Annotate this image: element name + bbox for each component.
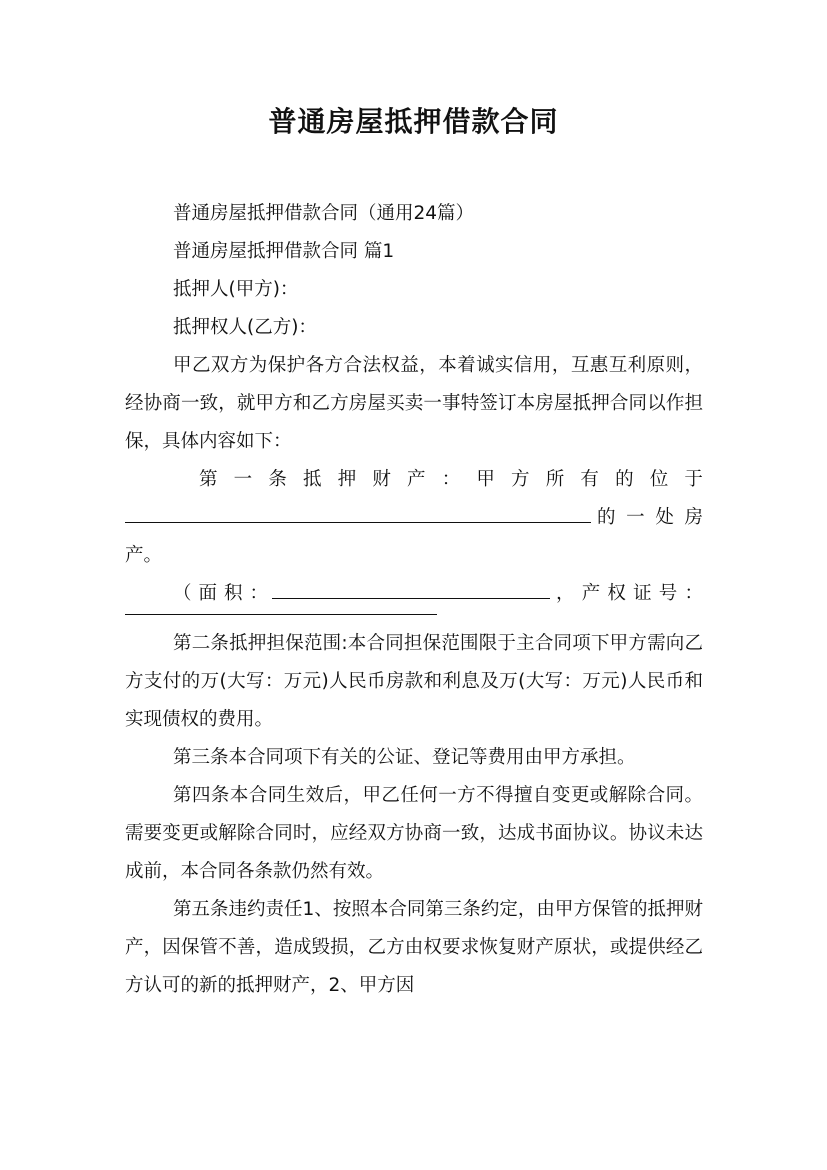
- article-1-end: 产。: [125, 545, 163, 566]
- article-3: 第三条本合同项下有关的公证、登记等费用由甲方承担。: [173, 747, 636, 768]
- area-label-char: 积: [223, 583, 243, 604]
- article-1-char: 抵: [303, 469, 322, 490]
- document-body: [125, 195, 703, 1005]
- article-1-char: 第: [199, 469, 218, 490]
- certificate-label-char: ：: [684, 583, 703, 604]
- article-1-char: 位: [649, 469, 669, 490]
- heading-collection: 普通房屋抵押借款合同（通用24篇）: [173, 203, 475, 224]
- article-1-line-2: [125, 499, 703, 537]
- certificate-label-char: 权: [607, 583, 626, 604]
- article-5: 第五条违约责任1、按照本合同第三条约定，由甲方保管的抵押财产，因保管不善，造成毁损，乙方由权要求恢复财产原状，或提供经乙方认可的新的抵押财产，2、甲方因: [125, 899, 703, 996]
- article-1-char: 条: [268, 469, 287, 490]
- property-location-blank: [125, 521, 591, 523]
- certificate-label-char: 产: [581, 583, 601, 604]
- article-1-after-char: 房: [684, 507, 703, 528]
- area-label-char: ：: [249, 583, 268, 604]
- article-4: 第四条本合同生效后，甲乙任何一方不得擅自变更或解除合同。需要变更或解除合同时，应经双方协商一致，达成书面协议。协议未达成前，本合同各条款仍然有效。: [125, 785, 703, 882]
- heading-part-1: 普通房屋抵押借款合同 篇1: [173, 241, 395, 262]
- certificate-number-blank: [125, 613, 437, 615]
- article-1-char: 方: [511, 469, 530, 490]
- certificate-label-char: ，: [556, 583, 575, 604]
- article-1-char: 甲: [476, 469, 495, 490]
- article-1-char: 押: [337, 469, 357, 490]
- article-1-char: 所: [545, 469, 565, 490]
- article-1-char: 的: [615, 469, 634, 490]
- article-1-after-char: 一: [626, 507, 645, 528]
- article-1-after-blank: [591, 499, 703, 537]
- article-1-after-char: 处: [655, 507, 674, 528]
- article-1-char: 有: [580, 469, 599, 490]
- article-2: 第二条抵押担保范围:本合同担保范围限于主合同项下甲方需向乙方支付的万(大写：万元)人民币房款和利息及万(大写：万元)人民币和实现债权的费用。: [125, 633, 703, 730]
- article-1-char: ：: [441, 469, 461, 490]
- area-label-char: 面: [198, 583, 217, 604]
- area-blank: [272, 597, 550, 599]
- article-1-line-1: [125, 461, 703, 499]
- article-1-char: 产: [407, 469, 426, 490]
- certificate-label: [550, 575, 703, 613]
- area-label: [173, 575, 268, 613]
- certificate-blank-line: [125, 613, 703, 615]
- article-1-char: 财: [372, 469, 391, 490]
- article-1-after-char: 的: [597, 507, 616, 528]
- certificate-label-char: 号: [658, 583, 678, 604]
- area-line: [125, 575, 703, 613]
- document-title: 普通房屋抵押借款合同: [268, 105, 559, 138]
- certificate-label-char: 证: [633, 583, 652, 604]
- article-1-char: 于: [684, 469, 703, 490]
- intro-paragraph: 甲乙双方为保护各方合法权益，本着诚实信用，互惠互利原则，经协商一致，就甲方和乙方房屋买卖一事特签订本房屋抵押合同以作担保，具体内容如下：: [125, 355, 703, 452]
- mortgagor-line: 抵押人(甲方)：: [173, 279, 299, 300]
- mortgagee-line: 抵押权人(乙方)：: [173, 317, 317, 338]
- area-label-char: （: [173, 583, 192, 604]
- article-1-char: 一: [233, 469, 253, 490]
